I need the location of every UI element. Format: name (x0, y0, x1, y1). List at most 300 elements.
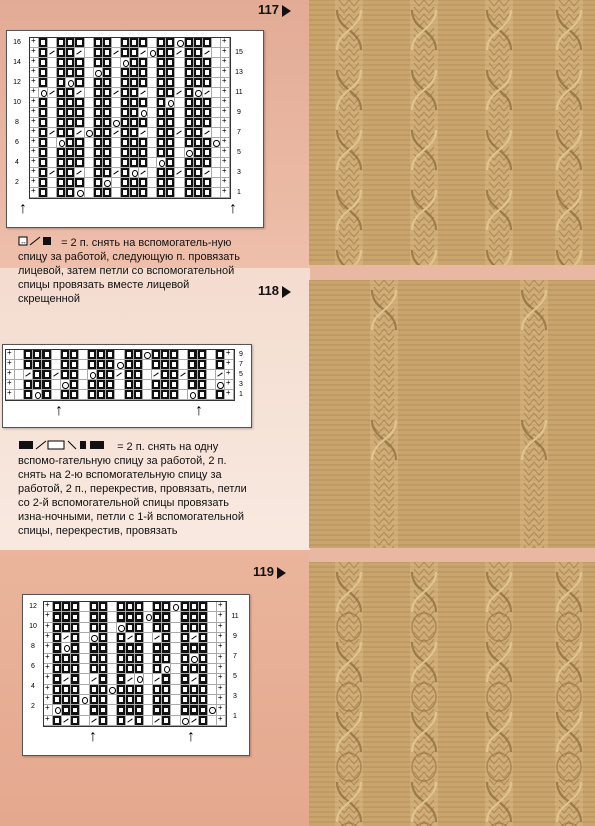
chart-cell (53, 716, 62, 726)
row-number: 1 (239, 391, 243, 398)
chart-cell (108, 612, 117, 622)
chart-cell (42, 370, 51, 380)
chart-cell (48, 88, 57, 98)
chart-cell (90, 643, 99, 653)
chart-cell (99, 633, 108, 643)
chart-cell (108, 602, 117, 612)
row-number: 2 (15, 179, 19, 186)
chart-cell (66, 158, 75, 168)
chart-cell (212, 58, 221, 68)
chart-cell (115, 350, 124, 360)
chart-cell (144, 633, 153, 643)
chart-cell (212, 48, 221, 58)
chart-cell (53, 643, 62, 653)
chart-cell (153, 705, 162, 715)
chart-cell (103, 118, 112, 128)
chart-cell (212, 68, 221, 78)
chart-cell (185, 148, 194, 158)
chart-cell (66, 68, 75, 78)
chart-cell (194, 58, 203, 68)
chart-cell (126, 643, 135, 653)
chart-cell (126, 705, 135, 715)
chart-cell (190, 695, 199, 705)
chart-cell (139, 118, 148, 128)
chart-cell (103, 188, 112, 198)
knit-photo-118 (309, 280, 595, 548)
chart-cell (66, 178, 75, 188)
chart-cell (171, 695, 180, 705)
chart-cell (42, 390, 51, 400)
chart-cell (108, 643, 117, 653)
chart-cell (181, 685, 190, 695)
chart-cell (57, 148, 66, 158)
chart-cell (185, 98, 194, 108)
chart-cell (135, 612, 144, 622)
chart-cell (48, 98, 57, 108)
chart-cell (162, 705, 171, 715)
chart-cell (88, 360, 97, 370)
chart-cell (185, 68, 194, 78)
chart-cell (57, 88, 66, 98)
chart-cell (130, 128, 139, 138)
chart-cell (198, 360, 207, 370)
chart-cell (134, 390, 143, 400)
chart-cell (62, 612, 71, 622)
chart-cell (203, 38, 212, 48)
chart-cell (166, 88, 175, 98)
chart-cell (103, 108, 112, 118)
stitch-chart-117 (29, 37, 231, 199)
chart-cell (139, 58, 148, 68)
chart-cell (48, 128, 57, 138)
chart-cell (39, 98, 48, 108)
chart-cell (80, 685, 89, 695)
chart-cell (62, 602, 71, 612)
chart-cell (75, 118, 84, 128)
chart-cell (103, 128, 112, 138)
chart-cell (208, 716, 217, 726)
chart-cell (30, 188, 39, 198)
chart-cell (99, 602, 108, 612)
chart-cell (148, 78, 157, 88)
chart-cell (190, 643, 199, 653)
chart-cell (153, 623, 162, 633)
chart-cell (148, 168, 157, 178)
chart-cell (171, 716, 180, 726)
chart-cell (190, 685, 199, 695)
chart-cell (61, 390, 70, 400)
chart-cell (162, 602, 171, 612)
chart-cell (162, 654, 171, 664)
chart-cell (53, 602, 62, 612)
row-number: 11 (231, 613, 239, 620)
chart-cell (148, 118, 157, 128)
chart-cell (48, 118, 57, 128)
chart-cell (170, 360, 179, 370)
chart-cell (166, 118, 175, 128)
chart-cell (90, 695, 99, 705)
chart-cell (212, 138, 221, 148)
chart-cell (57, 138, 66, 148)
chart-cell (185, 138, 194, 148)
chart-cell (212, 108, 221, 118)
chart-cell (152, 360, 161, 370)
chart-cell (121, 188, 130, 198)
chart-cell (139, 98, 148, 108)
chart-cell (53, 623, 62, 633)
chart-cell (66, 58, 75, 68)
chart-cell (70, 390, 79, 400)
row-number: 10 (29, 623, 37, 630)
chart-cell (175, 88, 184, 98)
chart-cell (112, 108, 121, 118)
chart-cell (75, 68, 84, 78)
chart-cell (66, 118, 75, 128)
cross-cable-symbol-icon (18, 440, 114, 454)
chart-cell (157, 98, 166, 108)
chart-cell (139, 38, 148, 48)
chart-cell (71, 602, 80, 612)
chart-cell (42, 350, 51, 360)
chart-cell (117, 664, 126, 674)
chart-cell (157, 188, 166, 198)
chart-cell (179, 380, 188, 390)
chart-cell (66, 188, 75, 198)
chart-cell (135, 633, 144, 643)
chart-cell (121, 128, 130, 138)
chart-cell (33, 360, 42, 370)
chart-cell (157, 138, 166, 148)
chart-cell (15, 380, 24, 390)
chart-cell (112, 128, 121, 138)
chart-cell (108, 685, 117, 695)
chart-cell (117, 633, 126, 643)
chart-cell (148, 188, 157, 198)
chart-cell (106, 360, 115, 370)
chart-cell (203, 118, 212, 128)
chart-cell (166, 78, 175, 88)
chart-cell (75, 138, 84, 148)
chart-cell (185, 108, 194, 118)
chart-cell (61, 380, 70, 390)
chart-cell (85, 168, 94, 178)
chart-cell (24, 370, 33, 380)
chart-cell (52, 380, 61, 390)
chart-cell (203, 178, 212, 188)
chart-cell (24, 380, 33, 390)
chart-cell (121, 58, 130, 68)
chart-cell (94, 148, 103, 158)
chart-cell (188, 370, 197, 380)
chart-cell (157, 58, 166, 68)
chart-cell (66, 38, 75, 48)
chart-cell (130, 38, 139, 48)
chart-cell (185, 118, 194, 128)
chart-cell (126, 695, 135, 705)
chart-cell (94, 108, 103, 118)
chart-cell (108, 716, 117, 726)
chart-cell (121, 48, 130, 58)
chart-cell (175, 188, 184, 198)
chart-cell (179, 360, 188, 370)
chart-cell (121, 148, 130, 158)
chart-cell (48, 108, 57, 118)
pattern-number-117: 117 (258, 2, 291, 17)
chart-cell (108, 674, 117, 684)
chart-cell (85, 138, 94, 148)
chart-cell (185, 88, 194, 98)
chart-cell (130, 178, 139, 188)
chart-cell (103, 178, 112, 188)
chart-cell (57, 78, 66, 88)
chart-cell (175, 128, 184, 138)
chart-cell (203, 108, 212, 118)
chart-cell (80, 643, 89, 653)
chart-cell (57, 68, 66, 78)
chart-cell (48, 178, 57, 188)
chart-cell (208, 602, 217, 612)
chart-cell (125, 390, 134, 400)
chart-cell (207, 350, 216, 360)
chart-cell (130, 88, 139, 98)
chart-cell (71, 695, 80, 705)
chart-cell (57, 188, 66, 198)
chart-cell (70, 360, 79, 370)
chart-cell (106, 350, 115, 360)
chart-cell (148, 68, 157, 78)
chart-cell (207, 390, 216, 400)
chart-cell (199, 633, 208, 643)
chart-cell (70, 380, 79, 390)
chart-cell (166, 58, 175, 68)
chart-cell (39, 38, 48, 48)
chart-cell (199, 654, 208, 664)
chart-cell (203, 128, 212, 138)
chart-cell (139, 108, 148, 118)
chart-cell (75, 78, 84, 88)
chart-cell (171, 685, 180, 695)
chart-cell (90, 705, 99, 715)
chart-cell (166, 108, 175, 118)
chart-cell (194, 118, 203, 128)
arrow-up-icon: ↑ (89, 728, 97, 745)
chart-cell (144, 685, 153, 695)
chart-cell (57, 118, 66, 128)
chart-cell (108, 705, 117, 715)
chart-cell (143, 360, 152, 370)
chart-cell (157, 128, 166, 138)
chart-cell (24, 390, 33, 400)
chart-cell (161, 360, 170, 370)
chart-cell (48, 38, 57, 48)
chart-cell (90, 602, 99, 612)
chart-cell (208, 674, 217, 684)
chart-cell (207, 360, 216, 370)
chart-cell (175, 38, 184, 48)
chart-cell (130, 148, 139, 158)
chart-cell (126, 654, 135, 664)
chart-cell (162, 674, 171, 684)
chart-cell (80, 674, 89, 684)
chart-cell (194, 108, 203, 118)
chart-cell (166, 158, 175, 168)
chart-cell (126, 623, 135, 633)
chart-cell (88, 380, 97, 390)
chart-cell (15, 370, 24, 380)
chart-cell (212, 78, 221, 88)
chart-cell (212, 88, 221, 98)
chart-cell (181, 705, 190, 715)
chart-cell (199, 612, 208, 622)
chart-cell (190, 633, 199, 643)
chart-cell (99, 654, 108, 664)
chart-cell (57, 168, 66, 178)
chart-cell (148, 108, 157, 118)
chart-cell (103, 148, 112, 158)
triangle-pointer-icon (282, 286, 291, 298)
chart-cell (112, 78, 121, 88)
chart-cell (135, 623, 144, 633)
chart-cell (117, 705, 126, 715)
row-number: 4 (31, 683, 35, 690)
chart-cell (33, 380, 42, 390)
chart-cell (194, 148, 203, 158)
arrow-up-icon: ↑ (55, 402, 63, 419)
chart-cell (79, 390, 88, 400)
chart-cell (126, 674, 135, 684)
chart-cell (80, 623, 89, 633)
chart-cell (62, 716, 71, 726)
chart-cell (66, 168, 75, 178)
chart-cell (71, 654, 80, 664)
chart-cell (157, 38, 166, 48)
chart-cell (94, 38, 103, 48)
chart-cell (212, 178, 221, 188)
chart-cell (203, 148, 212, 158)
chart-cell (85, 58, 94, 68)
chart-cell (185, 48, 194, 58)
chart-cell (126, 612, 135, 622)
chart-cell (75, 158, 84, 168)
chart-cell (157, 78, 166, 88)
row-number: 2 (31, 703, 35, 710)
chart-cell (112, 38, 121, 48)
chart-cell (185, 128, 194, 138)
chart-cell (99, 643, 108, 653)
chart-cell (152, 350, 161, 360)
chart-cell (181, 623, 190, 633)
chart-cell (181, 612, 190, 622)
chart-cell (171, 674, 180, 684)
chart-cell (115, 390, 124, 400)
chart-cell (48, 78, 57, 88)
chart-cell (108, 695, 117, 705)
chart-cell (106, 380, 115, 390)
chart-cell (108, 623, 117, 633)
chart-cell (161, 380, 170, 390)
chart-cell (39, 68, 48, 78)
chart-cell (57, 178, 66, 188)
chart-cell (179, 350, 188, 360)
chart-cell (185, 158, 194, 168)
chart-cell (221, 188, 230, 198)
chart-cell (153, 674, 162, 684)
chart-cell (75, 188, 84, 198)
chart-cell (175, 168, 184, 178)
chart-cell (157, 108, 166, 118)
chart-cell (181, 654, 190, 664)
chart-cell (157, 88, 166, 98)
chart-cell (121, 38, 130, 48)
chart-cell (203, 88, 212, 98)
chart-cell (139, 128, 148, 138)
row-number: 7 (237, 129, 241, 136)
chart-cell (94, 78, 103, 88)
chart-cell (99, 674, 108, 684)
chart-cell (212, 188, 221, 198)
chart-cell (79, 380, 88, 390)
row-number: 12 (13, 79, 21, 86)
chart-cell (103, 158, 112, 168)
chart-cell (71, 716, 80, 726)
chart-cell (130, 158, 139, 168)
chart-cell (75, 38, 84, 48)
chart-cell (135, 674, 144, 684)
chart-cell (94, 48, 103, 58)
chart-cell (126, 633, 135, 643)
chart-cell (39, 48, 48, 58)
chart-cell (166, 98, 175, 108)
chart-cell (75, 58, 84, 68)
chart-cell (170, 380, 179, 390)
chart-panel-118 (2, 344, 252, 428)
chart-cell (203, 78, 212, 88)
chart-cell (185, 178, 194, 188)
chart-cell (175, 148, 184, 158)
chart-cell (39, 188, 48, 198)
chart-cell (208, 695, 217, 705)
chart-cell (162, 612, 171, 622)
chart-cell (53, 612, 62, 622)
chart-cell (152, 380, 161, 390)
row-number: 11 (235, 89, 243, 96)
chart-cell (198, 350, 207, 360)
row-number: 5 (233, 673, 237, 680)
chart-cell (190, 602, 199, 612)
chart-cell (188, 360, 197, 370)
chart-cell (62, 685, 71, 695)
chart-cell (153, 664, 162, 674)
chart-cell (71, 664, 80, 674)
chart-cell (57, 48, 66, 58)
chart-cell (185, 58, 194, 68)
chart-cell (139, 168, 148, 178)
chart-cell (144, 674, 153, 684)
cable-symbol-icon (18, 236, 58, 250)
chart-cell (88, 370, 97, 380)
chart-cell (203, 138, 212, 148)
chart-cell (175, 158, 184, 168)
chart-cell (75, 128, 84, 138)
chart-cell (85, 68, 94, 78)
chart-cell (175, 178, 184, 188)
chart-cell (115, 360, 124, 370)
chart-cell (75, 148, 84, 158)
chart-cell (112, 138, 121, 148)
chart-cell (15, 360, 24, 370)
chart-cell (90, 654, 99, 664)
chart-cell (71, 643, 80, 653)
